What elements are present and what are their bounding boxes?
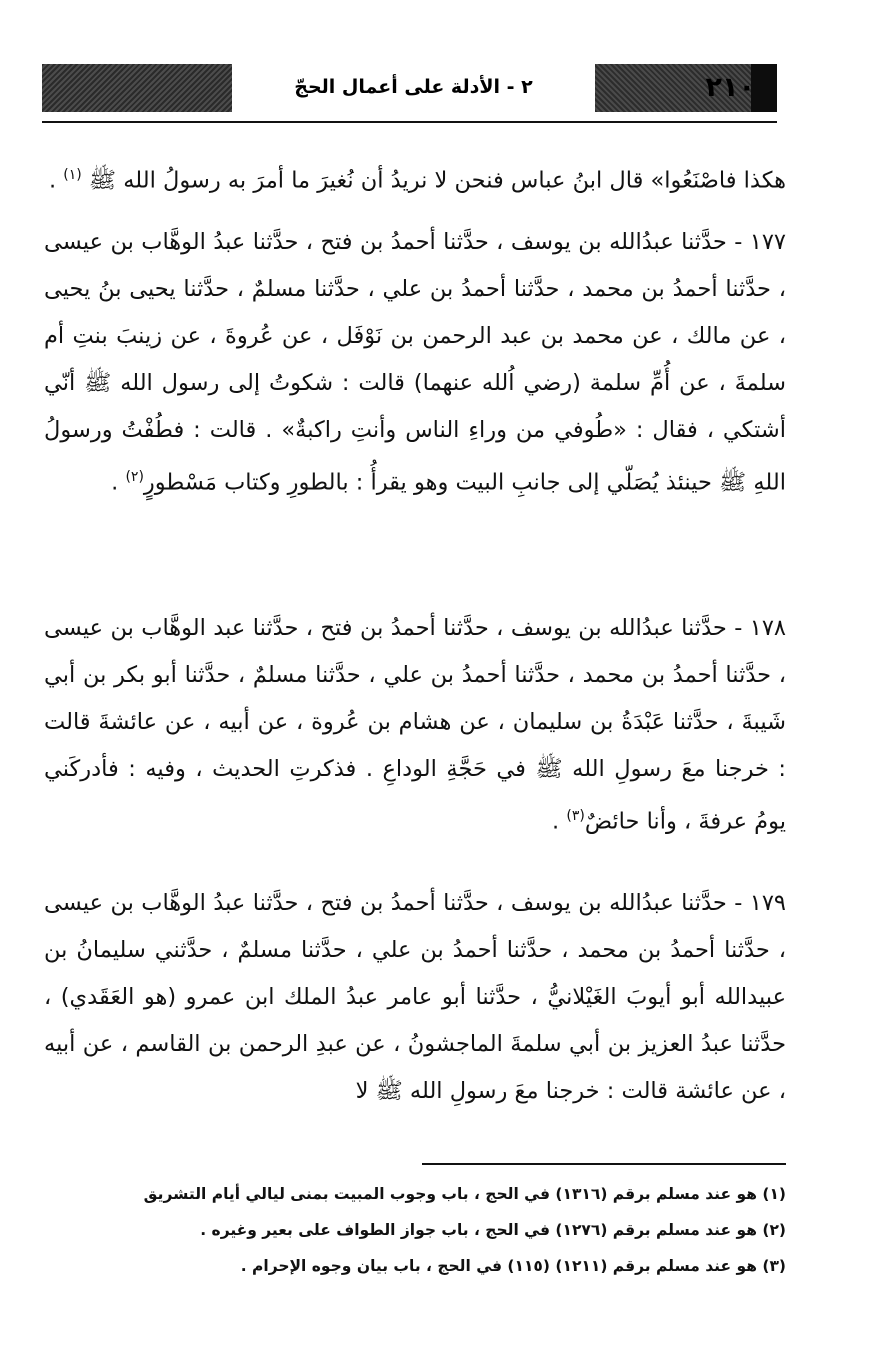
hadith-178 xyxy=(44,605,786,846)
header-rule xyxy=(42,121,777,123)
footnote-ref-3[interactable]: (٣) xyxy=(566,808,585,824)
paragraph-1-text: هكذا فاصْنَعُوا» قال ابنُ عباس فنحن لا نريدُ أن نُغيرَ ما أمرَ به رسولُ الله ﷺ xyxy=(88,167,786,194)
footnote-ref-2[interactable]: (٢) xyxy=(125,469,144,485)
header-shaded-block-left xyxy=(42,64,232,112)
footnote-rule xyxy=(422,1163,786,1165)
hadith-177 xyxy=(44,219,786,507)
paragraph-1-end: . xyxy=(48,167,64,194)
hadith-178-text: ١٧٨ - حدَّثنا عبدُالله بن يوسف ، حدَّثنا أحمدُ بن فتح ، حدَّثنا عبد الوهَّاب بن عيسى ، حدَّثنا أحمدُ بن محمد ، حدَّثنا أحمدُ بن علي ، حدَّثنا مسلمٌ ، حدَّثنا أبو بكر بن أبي شَيبةَ ، حدَّثنا عَبْدَةُ بن سليمان ، عن هشام بن عُروة ، عن أبيه ، عن عائشةَ قالت : خرجنا معَ رسولِ الله ﷺ في حَجَّةِ الوداعِ . فذكرتِ الحديث ، وفيه : فأدركَني يومُ عرفةَ ، وأنا حائضٌ xyxy=(44,615,786,835)
hadith-177-text: ١٧٧ - حدَّثنا عبدُالله بن يوسف ، حدَّثنا أحمدُ بن فتح ، حدَّثنا عبدُ الوهَّاب بن عيسى ، حدَّثنا أحمدُ بن محمد ، حدَّثنا أحمدُ بن علي ، حدَّثنا مسلمٌ ، حدَّثنا يحيى بنُ يحيى ، عن مالك ، عن محمد بن عبد الرحمن بن نَوْفَل ، عن عُروةَ ، عن زينبَ بنتِ أم سلمةَ ، عن أُمِّ سلمة (رضي اُلله عنهما) قالت : شكوتُ إلى رسول الله ﷺ أنّي أشتكي ، فقال : «طُوفي من وراءِ الناس وأنتِ راكبةٌ» . قالت : فطُفْتُ ورسولُ اللهِ ﷺ حينئذ يُصَلّي إلى جانبِ البيت وهو يقرأُ : بالطورِ وكتاب مَسْطورٍ xyxy=(44,229,786,496)
footnote-2: (٢) هو عند مسلم برقم (١٢٧٦) في الحج ، باب جواز الطواف على بعير وغيره . xyxy=(200,1221,786,1239)
hadith-179-text: ١٧٩ - حدَّثنا عبدُالله بن يوسف ، حدَّثنا أحمدُ بن فتح ، حدَّثنا عبدُ الوهَّاب بن عيسى ، حدَّثنا أحمدُ بن محمد ، حدَّثنا أحمدُ بن علي ، حدَّثنا مسلمٌ ، حدَّثني سليمانُ بن عبيدالله أبو أيوبَ الغَيْلانيُّ ، حدَّثنا أبو عامر عبدُ الملك ابن عمرو (هو العَقَدي) ، حدَّثنا عبدُ العزيز بن أبي سلمةَ الماجشونُ ، عن عبدِ الرحمن بن القاسم ، عن أبيه ، عن عائشة قالت : خرجنا معَ رسولِ الله ﷺ لا xyxy=(44,890,786,1104)
footnote-3: (٣) هو عند مسلم برقم (١٢١١) (١١٥) في الحج ، باب بيان وجوه الإحرام . xyxy=(240,1257,786,1275)
page-number: ٢١٠ xyxy=(705,72,755,103)
footnotes xyxy=(120,1176,786,1284)
running-head: ٢ - الأدلة على أعمال الحجّ xyxy=(294,76,533,98)
hadith-179 xyxy=(44,880,786,1115)
paragraph-1 xyxy=(44,152,786,205)
hadith-178-end: . xyxy=(552,808,567,835)
footnote-1: (١) هو عند مسلم برقم (١٣١٦) في الحج ، باب وجوب المبيت بمنى ليالي أيام التشريق xyxy=(143,1185,786,1203)
footnote-ref-1[interactable]: (١) xyxy=(63,167,82,183)
hadith-177-end: . xyxy=(111,469,126,496)
